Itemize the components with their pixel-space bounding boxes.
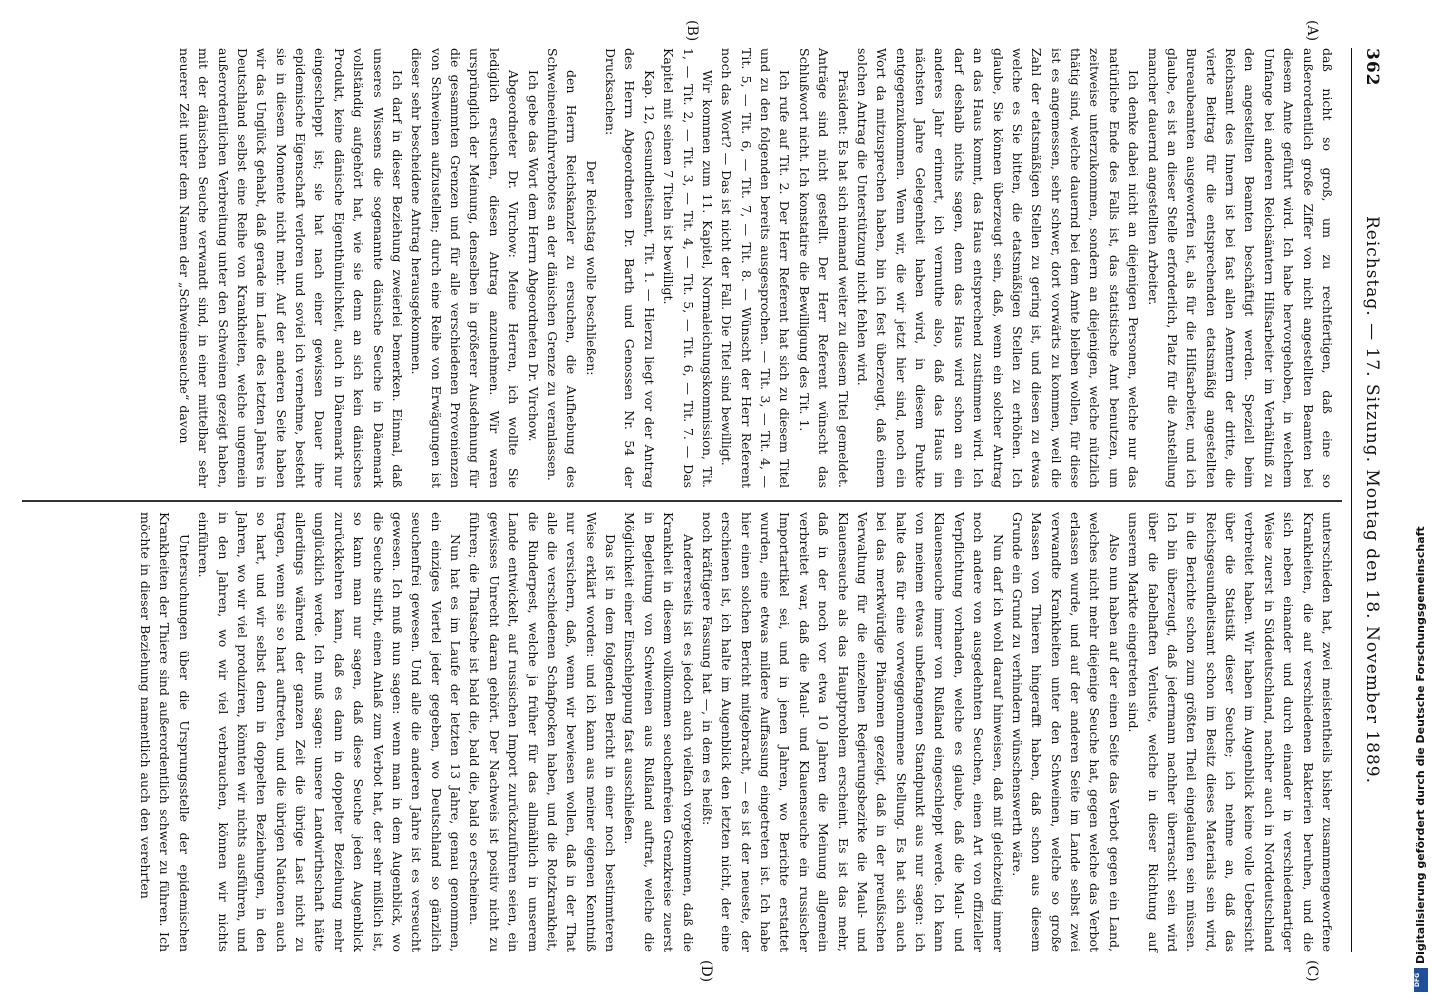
speech-paragraph: Abgeordneter Dr. Virchow: Meine Herren, ich wollte Sie lediglich ersuchen, diesen Antrag anzunehmen. Wir waren ursprünglich der Meinung, denselben in größerer Ausdehnung für die gesammten Grenzen und für alle verschiedenen Provenienzen von Schweinen aufzustellen; durch eine Reihe von Erwägungen ist dieser sehr bescheidene Antrag herausgekommen. [409, 48, 522, 488]
paragraph: Präsident: Es hat sich niemand weiter zu diesem Titel gemeldet. Anträge sind nicht gestellt. Der Herr Referent wünscht das Schlußwort nicht. Ich konstatire die Bewilligung des Tit. 1. [796, 48, 851, 489]
paragraph: Untersuchungen über die Ursprungsstelle der epidemischen Krankheiten der Thiere sind außerordentlich schwer zu führen. Ich möchte in dieser Beziehung namentlich auch den verehrten [138, 512, 192, 952]
paragraph: Wir kommen zum 11. Kapitel, Normaleichungskommission, Tit. 1, — Tit. 2, — Tit. 3, — Tit. 4, — Tit. 5, — Tit. 6, — Tit. 7. — Das Kapitel mit seinen 7 Titeln ist bewilligt. [661, 48, 715, 488]
paragraph: daß nicht so groß, um zu rechtfertigen, daß eine so außerordentlich große Ziffer von nicht angestellten Beamten bei diesem Amte geführt wird. Ich habe hervorgehoben, in welchem Umfange bei anderen Reichsämtern Hilfsarbeiter im Verhältniß zu den angestellten Beamten beschäftigt werden. Speziell beim Reichsamt des Innern ist bei fast allen Aemtern der dritte, die vierte Beitrag für die entsprechenden etatsmäßig angestellten Bureaubeamten ausgeworfen ist, als für die Hilfsarbeiter, und ich glaube, es ist an dieser Stelle erforderlich, Platz für die Anstellung mancher dauernd angestellten Arbeiter. [1145, 48, 1335, 488]
motion-heading: Der Reichstag wolle beschließen: [583, 160, 599, 376]
digitization-footer [1410, 0, 1432, 1000]
page-header [1351, 48, 1392, 952]
margin-marker-b: (B) [684, 20, 700, 42]
paragraph: Ich darf in dieser Beziehung zweierlei bemerken. Einmal, daß unseres Wissens die sogenannte dänische Seuche in Dänemark vollständig aufgehört hat, wie sie denn an sich kein dänisches Produkt, keine dänische Eigenthümlichkeit, auch in Dänemark nur eingeschleppt ist; sie hat nach einer gewissen Dauer ihre epidemische Eigenschaft verloren und soviel ich vernehme, besteht sie in diesem Momente nicht mehr. Auf der anderen Seite haben wir das Unglück gehabt, daß gerade im Laufe des letzten Jahres in Deutschland selbst eine Reihe von Krankheiten, welche ungemein außerordentlichen Verbreitung unter den Schweinen gezeigt haben, mit der dänischen Seuche verwandt sind, in einer mittelbar sehr neuerer Zeit unter dem Namen der „Schweineseuche“ davon [176, 48, 405, 488]
quoted-paragraph: Andererseits ist es jedoch auch vielfach vorgekommen, daß die Krankheit in diesem vollkommen seuchenfreien Grenzkreise zuerst in Begleitung von Schweinen aus Rußland auftrat, welche die Möglichkeit einer Einschleppung fast ausschließen. [622, 512, 696, 952]
column-divider [22, 500, 1342, 502]
paragraph: Nun darf ich wohl darauf hinweisen, daß mit gleichzeitig immer noch andere von ausgedehnten Seuchen, einen Art von offizieller Verpflichtung vorhanden, welche es glaube, daß die Maul- und Klauenseuche immer von Rußland eingeschleppt werde. Ich kann von meinem etwas unbefangenen Standpunkt aus nur sagen: ich halte das für eine vorweggenommene Stellung. Es hat sich auch bei das merkwürdige Phänomen gezeigt, daß in der preußischen Verwaltung für die einzelnen Regierungsbezirke die Maul- und Klauenseuche als das Hauptproblem erscheint. Es ist das mehr, daß in der noch vor etwa 10 Jahren die Meinung allgemein verbreitet war, daß die Maul- und Klauenseuche ein russischer Importartikel sei, und in jenen Jahren, wo Berichte erstattet wurden, eine etwas mildere Auffassung eingetreten ist. Ich habe hier einen solchen Bericht mitgebracht, — es ist der neueste, der erschienen ist, ich halte im Augenblick den letzten nicht, der eine noch kräftigere Fassung hat —, in dem es heißt: [700, 512, 1006, 952]
paragraph: Ich gebe das Wort dem Herrn Abgeordneten Dr. Virchow. [525, 70, 541, 442]
motion-text: den Herrn Reichskanzler zu ersuchen, die Aufhebung des Schweineeinfuhrverbotes an der dänischen Grenze zu veranlassen. [545, 48, 580, 488]
paragraph: Ich denke dabei nicht an diejenigen Personen, welche nur das natürliche Ende des Falls ist, das statistische Amt benutzen, um zeitweise unterzukommen, sondern an diejenigen, welche nützlich thätig sind, welche dauernd bei dem Amte bleiben wollen, für diese ist es angemessen, sehr schwer, dort vorwärts zu kommen, weil die Zahl der etatsmäßigen Stellen zu gering ist, und diesen zu etwas welche es Sie bitten, die etatsmäßigen Stellen zu erhöhen. Ich glaube, Sie können überzeugt sein, daß, wenn ein solcher Antrag an das Haus kommt, das Haus entsprechend zustimmen wird. Ich darf deshalb nichts sagen, denn das Haus wird schon an ein anderes Jahr erinnert, ich vermuthe also, daß das Haus im nächsten Jahre Gelegenheit haben wird, in diesem Punkte entgegenzukommen. Wenn wir, die wir jetzt hier sind, noch ein Wort da mitzusprechen haben, bin ich fest überzeugt, daß einem solchen Antrag die Unterstützung nicht fehlen wird. [855, 48, 1142, 488]
page-number: 362 [1362, 48, 1382, 87]
funding-note: Digitalisierung gefördert durch die Deutsche Forschungsgemeinschaft [1414, 526, 1427, 964]
paragraph: Kap. 12, Gesundheitsamt, Tit. 1. — Hierzu liegt vor der Antrag des Herrn Abgeordneten Dr. Barth und Genossen Nr. 54 der Drucksachen: [603, 48, 657, 488]
right-column [136, 512, 1337, 952]
margin-marker-d: (D) [698, 960, 714, 983]
left-column [175, 48, 1338, 488]
paragraph: Ich rufe auf Tit. 2. Der Herr Referent hat sich zu diesem Titel und zu den folgenden bereits ausgesprochen. — Tit. 3, — Tit. 4, — Tit. 5, — Tit. 6, — Tit. 7, — Tit. 8. — Wünscht der Herr Referent noch das Wort? — Das ist nicht der Fall. Die Titel sind bewilligt. [719, 48, 793, 488]
paragraph: unterschieden hat, zwei meistentheils bisher zusammengeworfene Krankheiten, die auf verschiedenen Bakterien beruhen, und die sich neben einander und durch einander in verschiedenartiger Weise zuerst in Süddeutschland, nachher auch in Norddeutschland verbreitet haben. Wir haben im Augenblick keine volle Uebersicht über die Statistik dieser Seuche; ich nehme an, daß das Reichsgesundheitsamt schon im Besitz dieses Materials sein wird, in die Berichte schon zum größten Theil eingelaufen sein müssen. Ich bin überzeugt, daß jedermann nachher überrascht sein wird über die fabelhaften Verluste, welche in dieser Richtung auf unserem Markte eingetreten sind. [1126, 512, 1335, 952]
paragraph: Also nun haben auf der einen Seite das Verbot gegen ein Land, welches nicht mehr diejenige Seuche hat, gegen welche das Verbot erlassen wurde, und auf der anderen Seite im Lande selbst zwei verwandte Krankheiten unter den Schweinen, welche so große Massen von Thieren hingerafft haben, daß schon aus diesem Grunde ein Grund zu verhindern wünschenswerth wäre. [1010, 512, 1122, 952]
running-title: Reichstag. — 17. Sitzung. Montag den 18. November 1889. [1362, 215, 1382, 785]
margin-marker-a: (A) [1304, 20, 1320, 42]
dfg-logo-icon: DFG [1414, 968, 1428, 992]
paragraph: Nun hat es im Laufe der letzten 13 Jahre, genau genommen, ein einziges Viertel jeder gegeben, wo Deutschland so gänzlich seuchenfrei gewesen. Und alle die anderen Jahre ist es verseucht gewesen. Ich muß nun sagen: wenn man in dem Augenblick, wo die Seuche stirbt, einen Anlaß zum Verbot hat, der sehr mißlich ist, so kann man nur sagen, daß diese Seuche jeden Augenblick zurückkehren kann, daß es dann in doppelter Beziehung mehr unglücklich werde. Ich muß sagen: unsere Landwirthschaft hätte allerdings während der ganzen Zeit die übrige Last nicht zu tragen, wenn sie so hart auftreten, und die übrigen Nationen auch so hart, und wir selbst denn in doppelten Beziehungen, in den Jahren, wo wir viel produziren, könnten wir nichts ausführen, und in den Jahren, wo wir viel verbrauchen, können wir nichts einführen. [196, 512, 464, 952]
paragraph: Das ist in dem folgenden Bericht in einer noch bestimmteren Weise erklärt worden: und ich kann aus meiner eigenen Kenntniß nur versichern, daß, wenn wir bewiesen wollen, daß in der That alle die verschiedenen Schafpocken haben, und die Rotzkrankheit, die Rinderpest, welche ja früher für das allmählich in unserem Lande entwickelt, auf russischen Import zurückzuführen seien, ein gewisses Unrecht daran gehört. Der Nachweis ist positiv nicht zu führen; die Thatsache ist bald die, bald die, bald so erscheinen. [467, 512, 619, 952]
margin-marker-c: (C) [1304, 960, 1320, 982]
